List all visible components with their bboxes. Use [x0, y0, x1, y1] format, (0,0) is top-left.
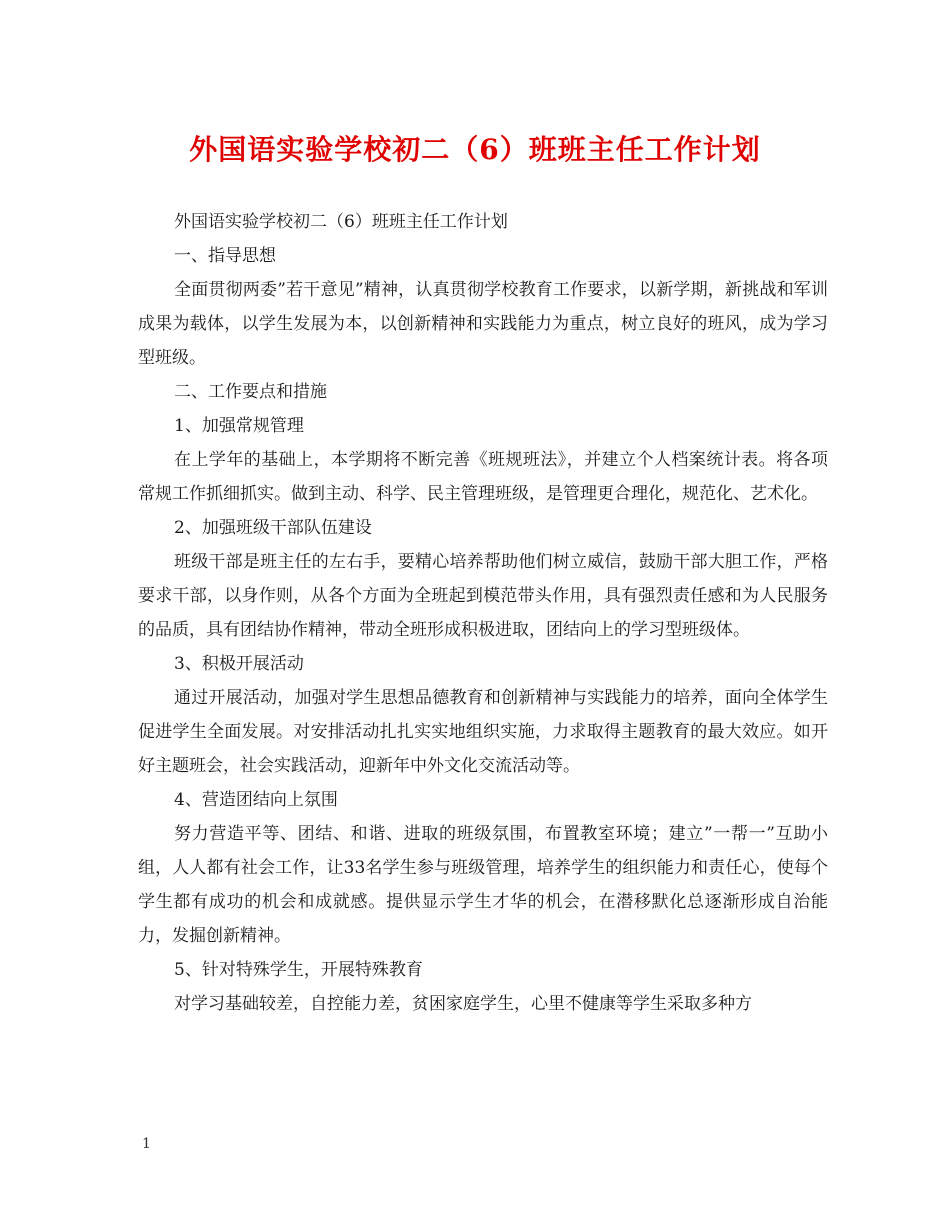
paragraph-routine-management: 在上学年的基础上，本学期将不断完善《班规班法》，并建立个人档案统计表。将各项常规工作抓细抓实。做到主动、科学、民主管理班级，是管理更合理化，规范化、艺术化。 [138, 450, 828, 504]
section-heading-work-points: 二、工作要点和措施 [174, 382, 327, 402]
document-body [138, 205, 828, 1021]
subheading-activities: 3、积极开展活动 [174, 654, 304, 674]
subheading-routine-management: 1、加强常规管理 [174, 416, 304, 436]
paragraph-special-education: 对学习基础较差，自控能力差，贫困家庭学生，心里不健康等学生采取多种方 [174, 994, 752, 1014]
page-number: 1 [142, 1136, 151, 1152]
subtitle-paragraph: 外国语实验学校初二（6）班班主任工作计划 [174, 212, 508, 232]
document-title: 外国语实验学校初二（6）班班主任工作计划 [189, 133, 761, 166]
paragraph-class-cadre: 班级干部是班主任的左右手，要精心培养帮助他们树立威信，鼓励干部大胆工作，严格要求干部，以身作则，从各个方面为全班起到模范带头作用，具有强烈责任感和为人民服务的品质，具有团结协作精神，带动全班形成积极进取，团结向上的学习型班级体。 [138, 552, 828, 640]
subheading-class-cadre: 2、加强班级干部队伍建设 [174, 518, 372, 538]
paragraph-guiding-thought: 全面贯彻两委”若干意见”精神，认真贯彻学校教育工作要求，以新学期，新挑战和军训成果为载体，以学生发展为本，以创新精神和实践能力为重点，树立良好的班风，成为学习型班级。 [138, 280, 828, 368]
section-heading-guiding-thought: 一、指导思想 [174, 246, 276, 266]
subheading-atmosphere: 4、营造团结向上氛围 [174, 790, 338, 810]
subheading-special-education: 5、针对特殊学生，开展特殊教育 [174, 960, 423, 980]
paragraph-activities: 通过开展活动，加强对学生思想品德教育和创新精神与实践能力的培养，面向全体学生促进学生全面发展。对安排活动扎扎实实地组织实施，力求取得主题教育的最大效应。如开好主题班会，社会实践活动，迎新年中外文化交流活动等。 [138, 688, 828, 776]
paragraph-atmosphere: 努力营造平等、团结、和谐、进取的班级氛围，布置教室环境；建立”一帮一”互助小组，人人都有社会工作，让33名学生参与班级管理，培养学生的组织能力和责任心，使每个学生都有成功的机会和成就感。提供显示学生才华的机会，在潜移默化总逐渐形成自治能力，发掘创新精神。 [138, 824, 828, 946]
